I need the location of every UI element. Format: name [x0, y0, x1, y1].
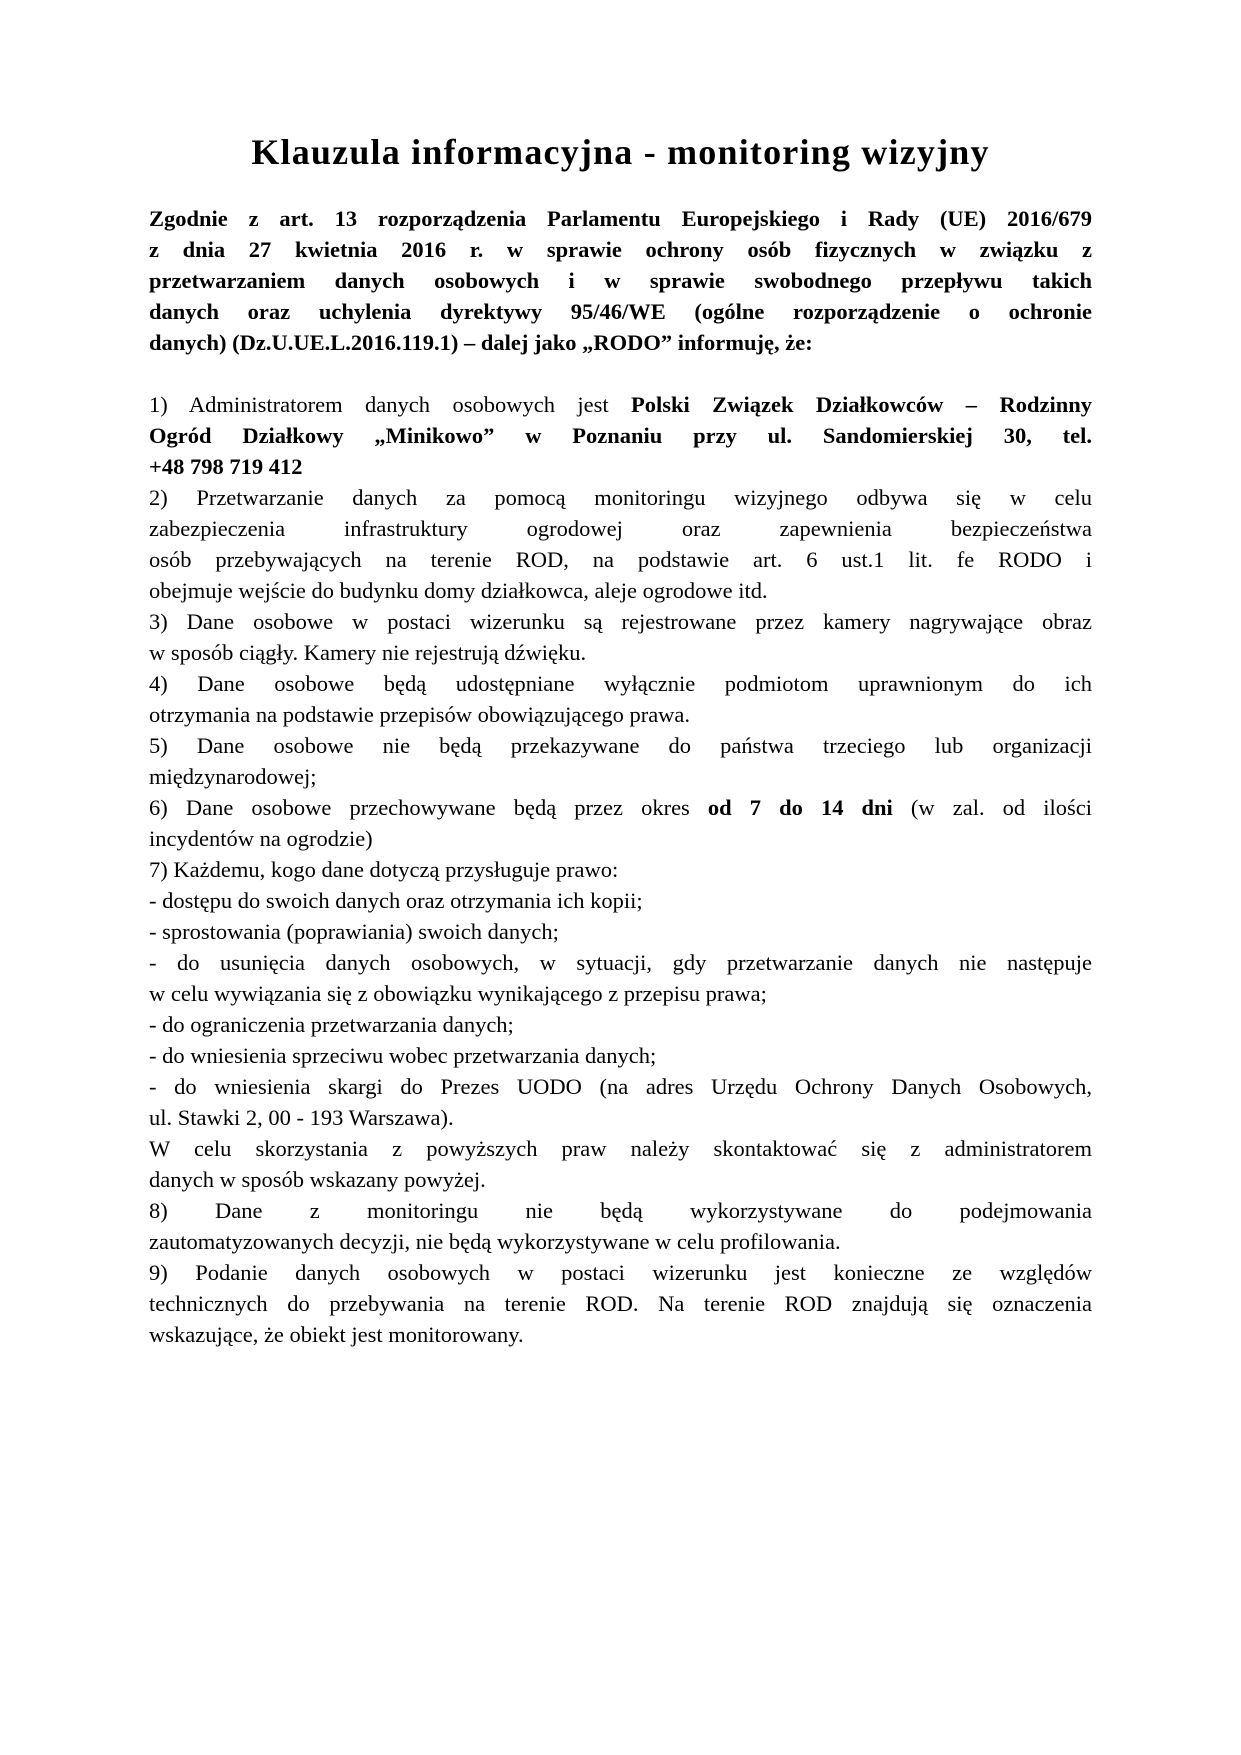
item-1-line	[149, 389, 1092, 420]
contact-line: danych w sposób wskazany powyżej.	[149, 1167, 486, 1192]
item-2-line: obejmuje wejście do budynku domy działkowca, aleje ogrodowe itd.	[149, 578, 768, 603]
item-9-line: wskazujące, że obiekt jest monitorowany.	[149, 1322, 524, 1347]
item-5-line: międzynarodowej;	[149, 764, 317, 789]
right-item: w celu wywiązania się z obowiązku wynikającego z przepisu prawa;	[149, 981, 767, 1006]
right-item: - sprostowania (poprawiania) swoich danych;	[149, 919, 559, 944]
intro-line: danych) (Dz.U.UE.L.2016.119.1) – dalej jako „RODO” informuję, że:	[149, 330, 813, 355]
right-item: ul. Stawki 2, 00 - 193 Warszawa).	[149, 1105, 454, 1130]
intro-line: Zgodnie z art. 13 rozporządzenia Parlamentu Europejskiego i Rady (UE) 2016/679	[149, 206, 1092, 231]
right-item: - do ograniczenia przetwarzania danych;	[149, 1012, 514, 1037]
item-6-tail: (w zal. od ilości	[892, 795, 1092, 820]
item-6-text: 6) Dane osobowe przechowywane będą przez okres	[149, 795, 708, 820]
item-6-line: incydentów na ogrodzie)	[149, 826, 373, 851]
item-2-line: osób przebywających na terenie ROD, na podstawie art. 6 ust.1 lit. fe RODO i	[149, 547, 1092, 572]
administrator-name: Polski Związek Działkowców – Rodzinny	[631, 392, 1092, 417]
intro-line: przetwarzaniem danych osobowych i w sprawie swobodnego przepływu takich	[149, 268, 1092, 293]
item-3-line: w sposób ciągły. Kamery nie rejestrują dźwięku.	[149, 640, 587, 665]
item-7-heading: 7) Każdemu, kogo dane dotyczą przysługuje prawo:	[149, 857, 619, 882]
item-2-line: 2) Przetwarzanie danych za pomocą monitoringu wizyjnego odbywa się w celu	[149, 485, 1092, 510]
contact-line: W celu skorzystania z powyższych praw należy skontaktować się z administratorem	[149, 1136, 1092, 1161]
right-item: - do wniesienia skargi do Prezes UODO (na adres Urzędu Ochrony Danych Osobowych,	[149, 1074, 1092, 1099]
item-4-line: 4) Dane osobowe będą udostępniane wyłącznie podmiotom uprawnionym do ich	[149, 671, 1092, 696]
item-4-line: otrzymania na podstawie przepisów obowiązującego prawa.	[149, 702, 691, 727]
administrator-phone: +48 798 719 412	[149, 454, 303, 479]
right-item: - do wniesienia sprzeciwu wobec przetwarzania danych;	[149, 1043, 657, 1068]
right-item: - do usunięcia danych osobowych, w sytuacji, gdy przetwarzanie danych nie następuje	[149, 950, 1092, 975]
item-8-line: zautomatyzowanych decyzji, nie będą wykorzystywane w celu profilowania.	[149, 1229, 841, 1254]
item-8-line: 8) Dane z monitoringu nie będą wykorzystywane do podejmowania	[149, 1198, 1092, 1223]
intro-line: danych oraz uchylenia dyrektywy 95/46/WE (ogólne rozporządzenie o ochronie	[149, 299, 1092, 324]
item-6-line	[149, 792, 1092, 823]
right-item: - dostępu do swoich danych oraz otrzymania ich kopii;	[149, 888, 643, 913]
item-2-line: zabezpieczenia infrastruktury ogrodowej oraz zapewnienia bezpieczeństwa	[149, 516, 1092, 541]
document-title: Klauzula informacyjna - monitoring wizyjny	[251, 132, 990, 172]
administrator-address: Ogród Działkowy „Minikowo” w Poznaniu przy ul. Sandomierskiej 30, tel.	[149, 423, 1092, 448]
intro-line: z dnia 27 kwietnia 2016 r. w sprawie ochrony osób fizycznych w związku z	[149, 237, 1092, 262]
retention-period: od 7 do 14 dni	[707, 795, 893, 820]
item-3-line: 3) Dane osobowe w postaci wizerunku są rejestrowane przez kamery nagrywające obraz	[149, 609, 1092, 634]
item-9-line: 9) Podanie danych osobowych w postaci wizerunku jest konieczne ze względów	[149, 1260, 1092, 1285]
item-1-text: 1) Administratorem danych osobowych jest	[149, 392, 632, 417]
item-9-line: technicznych do przebywania na terenie ROD. Na terenie ROD znajdują się oznaczenia	[149, 1291, 1092, 1316]
item-5-line: 5) Dane osobowe nie będą przekazywane do państwa trzeciego lub organizacji	[149, 733, 1092, 758]
